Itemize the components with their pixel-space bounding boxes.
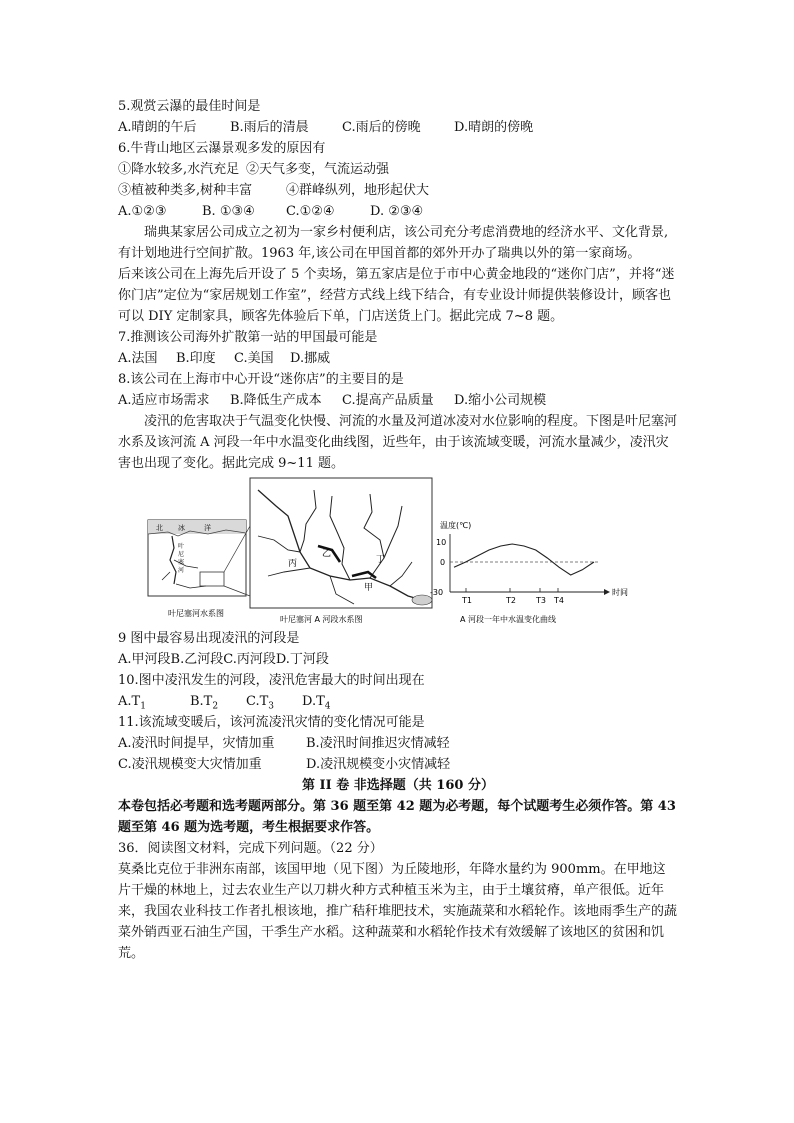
exam-page	[118, 96, 678, 964]
q8-option-d[interactable]: D.缩小公司规模	[454, 393, 547, 408]
map2-label-jia: 甲	[364, 583, 374, 593]
q7-options	[118, 348, 678, 369]
map1-label-ye: 叶	[178, 543, 185, 550]
q6-option-a[interactable]: A.①②③	[118, 204, 167, 219]
q11-options-row1	[118, 733, 678, 754]
q8-option-c[interactable]: C.提高产品质量	[342, 393, 434, 408]
q36-passage: 莫桑比克位于非洲东南部，该国甲地（见下图）为丘陵地形，年降水量约为 900mm。在甲地这片干燥的林地上，过去农业生产以刀耕火种方式种植玉米为主，由于土壤贫瘠，单产很低。近年来，我国农业科技工作者扎根该地，推广秸秆堆肥技术，实施蔬菜和水稻轮作。该地雨季生产的蔬菜外销西亚石油生产国，干季生产水稻。这种蔬菜和水稻轮作技术有效缓解了该地区的贫困和饥荒。	[118, 862, 678, 961]
map1-label-sai: 塞	[178, 559, 185, 566]
chart-xtick-label: T3	[536, 596, 546, 605]
q9-stem: 9 图中最容易出现凌汛的河段是	[118, 631, 300, 646]
map1-label-yang: 洋	[204, 524, 211, 532]
q10-options	[118, 691, 678, 712]
q6-option-c[interactable]: C.①②④	[286, 204, 335, 219]
map1-label-bing: 冰	[178, 524, 185, 532]
q10-option-c[interactable]: $C.T_3$	[246, 694, 275, 712]
section2-instructions: 本卷包括必考题和选考题两部分。第 36 题至第 42 题为必考题，每个试题考生必须作答。第 43 题至第 46 题为选考题，考生根据要求作答。	[118, 799, 676, 835]
map1-panel	[148, 520, 250, 618]
q11-option-b[interactable]: B.凌汛时间推迟灾情减轻	[306, 736, 450, 751]
q8-option-a[interactable]: A.适应市场需求	[118, 393, 210, 408]
chart-x-arrow	[604, 589, 610, 595]
chart-series-line	[454, 544, 594, 575]
q6-items-row1	[118, 159, 678, 180]
q11-option-d[interactable]: D.凌汛规模变小灾情减轻	[306, 757, 451, 772]
q6-stem: 6.牛背山地区云瀑景观多发的原因有	[118, 141, 326, 156]
map1-label-he: 河	[178, 567, 185, 574]
q7-option-d[interactable]: D.挪威	[290, 351, 331, 366]
q6-item-4: ④群峰纵列，地形起伏大	[286, 183, 430, 198]
q6-options	[118, 201, 678, 222]
map2-label-bing: 丙	[288, 559, 298, 569]
q5-options	[118, 117, 678, 138]
chart-ytick-0: 0	[440, 558, 446, 567]
q11-option-c[interactable]: C.凌汛规模变大灾情加重	[118, 757, 262, 772]
q5-option-a[interactable]: A.晴朗的午后	[118, 120, 197, 135]
chart-caption: A 河段一年中水温变化曲线	[460, 615, 557, 624]
q11-option-a[interactable]: A.凌汛时间提早，灾情加重	[118, 736, 275, 751]
q7-option-a[interactable]: A.法国	[118, 351, 158, 366]
q5-option-d[interactable]: D.晴朗的傍晚	[454, 120, 534, 135]
yenisei-figure	[118, 476, 678, 626]
temp-chart	[430, 520, 628, 624]
q6-option-d[interactable]: D. ②③④	[370, 204, 424, 219]
map1-label-bei: 北	[156, 524, 163, 532]
map1-label-ni: 尼	[178, 551, 185, 558]
q10-option-d[interactable]: $D.T_4$	[302, 694, 331, 712]
passage-ikea-1: 瑞典某家居公司成立之初为一家乡村便利店，该公司充分考虑消费地的经济水平、文化背景,有计划地进行空间扩散。1963 年,该公司在甲国首都的郊外开办了瑞典以外的第一家商场。	[118, 225, 669, 261]
q6-option-b[interactable]: B. ①③④	[202, 204, 255, 219]
chart-xticks	[461, 588, 564, 605]
q8-option-b[interactable]: B.降低生产成本	[230, 393, 322, 408]
chart-ytick-minus30: -30	[430, 588, 444, 597]
q7-option-c[interactable]: C.美国	[234, 351, 274, 366]
q5-stem: 5.观赏云瀑的最佳时间是	[118, 99, 261, 114]
map2-label-yi: 乙	[322, 549, 332, 559]
chart-ytick-10: 10	[436, 538, 447, 547]
q5-option-b[interactable]: B.雨后的清晨	[230, 120, 309, 135]
q7-stem: 7.推测该公司海外扩散第一站的甲国最可能是	[118, 330, 378, 345]
map1-caption: 叶尼塞河水系图	[168, 609, 224, 618]
q8-options	[118, 390, 678, 411]
q6-item-2: ②天气多变，气流运动强	[246, 162, 390, 177]
section2-title: 第 II 卷 非选择题（共 160 分）	[302, 778, 494, 793]
chart-xlabel: 时间	[612, 588, 628, 597]
q5-option-c[interactable]: C.雨后的傍晚	[342, 120, 421, 135]
q10-option-b[interactable]: $B.T_2$	[190, 694, 219, 712]
q6-item-1: ①降水较多,水汽充足	[118, 162, 240, 177]
chart-xtick-label: T4	[554, 596, 564, 605]
map2-panel	[250, 478, 432, 624]
map2-caption: 叶尼塞河 A 河段水系图	[280, 615, 363, 624]
chart-xtick-label: T2	[506, 596, 516, 605]
figure-svg	[118, 476, 678, 626]
q9-options[interactable]: A.甲河段B.乙河段C.丙河段D.丁河段	[118, 652, 329, 667]
q10-stem: 10.图中凌汛发生的河段，凌汛危害最大的时间出现在	[118, 673, 425, 688]
q6-item-3: ③植被种类多,树种丰富	[118, 183, 253, 198]
passage-ikea-2: 后来该公司在上海先后开设了 5 个卖场，第五家店是位于市中心黄金地段的“迷你门店”，并将“迷你门店”定位为“家居规划工作室”，经营方式线上线下结合，有专业设计师提供装修设计，顾客也可以 DIY 定制家具，顾客先体验后下单，门店送货上门。据此完成 7~8 题。	[118, 267, 675, 324]
chart-xtick-label: T1	[462, 596, 472, 605]
q11-options-row2	[118, 754, 678, 775]
q36-stem: 36．阅读图文材料，完成下列问题。（22 分）	[118, 841, 383, 856]
q6-items-row2	[118, 180, 678, 201]
q11-stem: 11.该流域变暖后，该河流凌汛灾情的变化情况可能是	[118, 715, 425, 730]
q8-stem: 8.该公司在上海市中心开设“迷你店”的主要目的是	[118, 372, 404, 387]
q7-option-b[interactable]: B.印度	[176, 351, 216, 366]
passage-flood: 凌汛的危害取决于气温变化快慢、河流的水量及河道冰凌对水位影响的程度。下图是叶尼塞河水系及该河流 A 河段一年中水温变化曲线图，近些年，由于该流域变暖，河流水量减少，凌汛灾害也出现了变化。据此完成 9~11 题。	[118, 414, 678, 471]
q10-option-a[interactable]: $A.T_1$	[118, 694, 146, 712]
chart-ylabel: 温度(℃)	[440, 521, 472, 530]
map2-label-ding: 丁	[376, 555, 386, 565]
